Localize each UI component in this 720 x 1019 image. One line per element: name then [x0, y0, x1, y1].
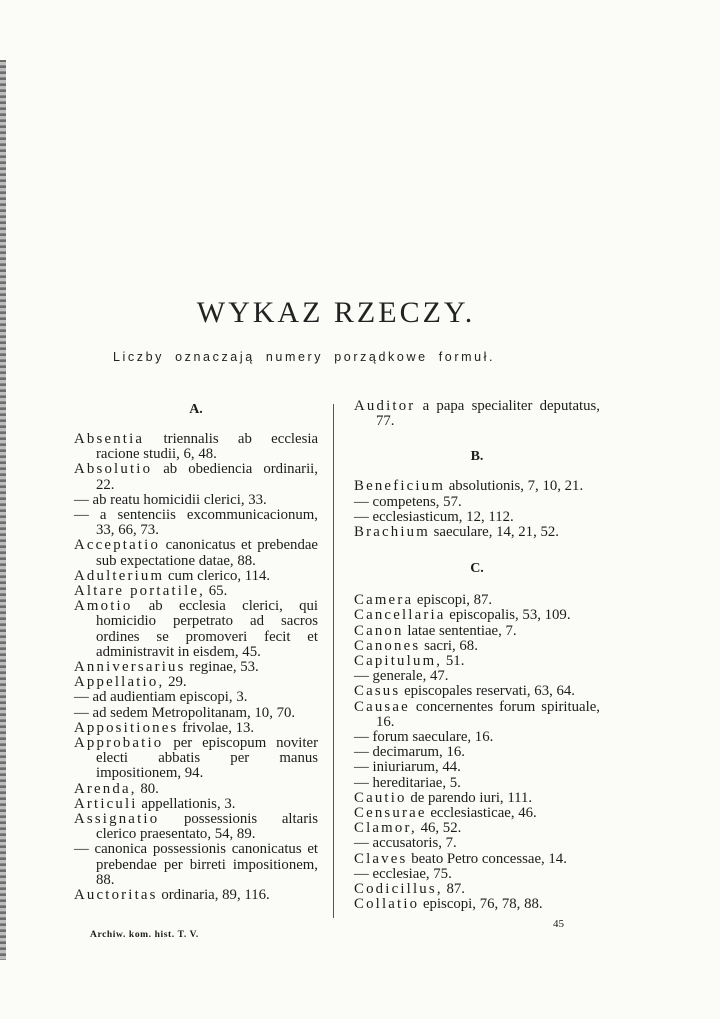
entry-text: generale, 47. [372, 668, 449, 685]
section-letter-b: B. [470, 449, 484, 465]
entry-text: iniuriarum, 44. [372, 759, 461, 776]
index-column-right [354, 399, 600, 912]
index-entry [74, 812, 318, 842]
index-entry [354, 806, 600, 821]
index-column-left [74, 400, 318, 903]
index-entry [74, 538, 318, 568]
entry-keyword: Claves [354, 850, 408, 867]
entry-text: 65. [208, 583, 228, 600]
entry-text: ecclesiasticum, 12, 112. [372, 508, 514, 525]
entry-text: triennalis ab ecclesia racione studii, 6, 48. [96, 431, 319, 463]
entry-text: canonica possessionis canonicatus et prebendae per birreti impositionem, 88. [94, 841, 318, 888]
entry-keyword: Canon [354, 622, 404, 639]
entry-keyword: — [74, 507, 89, 524]
entry-keyword: Auditor [354, 398, 416, 414]
entry-text: hereditariae, 5. [372, 774, 461, 791]
entry-keyword: Brachium [354, 524, 430, 541]
index-entry [354, 669, 600, 684]
entry-keyword: Beneficium [354, 478, 446, 495]
entry-keyword: Collatio [354, 896, 420, 913]
entry-keyword: Assignatio [74, 811, 160, 828]
index-entry [354, 745, 600, 760]
entry-text: 51. [445, 653, 465, 670]
entry-text: saeculare, 14, 21, 52. [433, 524, 559, 541]
entry-text: ab reatu homicidii clerici, 33. [92, 491, 267, 508]
index-entry [354, 624, 600, 639]
entry-keyword: Cancellaria [354, 607, 446, 624]
entry-keyword: Clamor, [354, 820, 417, 837]
index-entry [354, 776, 600, 791]
entries-a [74, 432, 318, 903]
index-entry [354, 836, 600, 851]
page-title: WYKAZ RZECZY. [196, 296, 476, 329]
index-entry [74, 569, 318, 584]
index-entry [354, 399, 600, 429]
entry-text: episcopalis, 53, 109. [449, 607, 571, 624]
entry-keyword: Anniversarius [74, 659, 186, 676]
entry-text: beato Petro concessae, 14. [411, 850, 567, 867]
index-entry [74, 797, 318, 812]
entry-keyword: — [354, 744, 369, 761]
entry-text: episcopales reservati, 63, 64. [404, 683, 575, 700]
entry-text: decimarum, 16. [372, 744, 465, 761]
index-entry [74, 599, 318, 660]
entry-keyword: Acceptatio [74, 537, 161, 554]
index-entry [354, 639, 600, 654]
index-entry [354, 791, 600, 806]
index-entry [354, 495, 600, 510]
entry-keyword: Camera [354, 592, 414, 609]
index-entry [74, 584, 318, 599]
page-number: 45 [553, 918, 564, 930]
section-letter-a: A. [189, 402, 203, 417]
entry-text: 46, 52. [420, 820, 462, 837]
entry-text: episcopi, 76, 78, 88. [422, 896, 543, 913]
index-entry [354, 821, 600, 836]
entry-text: accusatoris, 7. [372, 835, 457, 852]
section-letter-c: C. [470, 561, 484, 577]
entry-keyword: Auctoritas [74, 887, 158, 904]
entry-text: 29. [168, 674, 187, 691]
entry-text: ecclesiasticae, 46. [430, 805, 537, 822]
entry-text: ad sedem Metropolitanam, 10, 70. [92, 704, 296, 721]
entry-text: absolutionis, 7, 10, 21. [448, 478, 584, 495]
entry-text: 80. [140, 780, 159, 797]
index-entry [354, 700, 600, 730]
entry-text: episcopi, 87. [416, 592, 493, 609]
entry-text: frivolae, 13. [182, 719, 255, 736]
entry-keyword: — [354, 508, 369, 525]
entry-keyword: Causae [354, 698, 410, 715]
entry-keyword: — [354, 759, 369, 776]
index-entry [354, 654, 600, 669]
entry-keyword: Casus [354, 683, 401, 700]
index-entry [74, 462, 318, 492]
entry-text: ad audientiam episcopi, 3. [92, 689, 248, 706]
index-entry [354, 760, 600, 775]
entry-text: 87. [446, 881, 465, 898]
entry-keyword: — [354, 493, 369, 510]
entry-text: ab obediencia ordinarii, 22. [96, 461, 318, 493]
entry-keyword: Adulterium [74, 567, 165, 584]
entry-keyword: Absentia [74, 431, 145, 447]
entry-text: ecclesiae, 75. [372, 865, 452, 882]
entries-c [354, 593, 600, 912]
entry-keyword: Codicillus, [354, 881, 443, 898]
entries-b [354, 479, 600, 540]
entry-keyword: Arenda, [74, 780, 137, 797]
entry-keyword: — [354, 774, 369, 791]
entry-text: ab ecclesia clerici, qui homicidio perpetrato ad sacros ordines se promoveri fecit et administravit in eisdem, 45. [96, 598, 319, 660]
entry-keyword: — [74, 689, 89, 706]
entry-text: a papa specialiter deputatus, 77. [376, 398, 600, 430]
entry-text: cum clerico, 114. [167, 567, 271, 584]
entry-text: possessionis altaris clerico praesentato, 54, 89. [96, 811, 319, 843]
index-entry [354, 852, 600, 867]
index-entry [354, 525, 600, 540]
entry-text: latae sententiae, 7. [407, 622, 517, 639]
index-entry [354, 684, 600, 699]
entry-keyword: — [74, 704, 89, 721]
entries-a-continued [354, 399, 600, 429]
entry-keyword: Capitulum, [354, 653, 443, 670]
entry-text: forum saeculare, 16. [372, 729, 494, 746]
index-entry [354, 730, 600, 745]
index-entry [74, 508, 318, 538]
entry-keyword: Amotio [74, 598, 133, 615]
index-entry [74, 721, 318, 736]
entry-keyword: — [354, 865, 369, 882]
page-subtitle: Liczby oznaczają numery porządkowe formuł. [113, 350, 496, 364]
entry-keyword: Censurae [354, 805, 427, 822]
book-binding-edge [0, 60, 6, 960]
index-entry [74, 736, 318, 782]
index-entry [354, 882, 600, 897]
entry-keyword: Approbatio [74, 735, 164, 752]
column-divider [333, 404, 334, 918]
index-entry [74, 690, 318, 705]
entry-keyword: Canones [354, 637, 421, 654]
index-entry [74, 660, 318, 675]
entry-keyword: Appellatio, [74, 674, 165, 691]
entry-keyword: Appositiones [74, 719, 179, 736]
index-entry [74, 432, 318, 462]
index-entry [354, 608, 600, 623]
entry-text: a sentenciis excommunicacionum, 33, 66, 73. [96, 507, 318, 539]
index-entry [74, 706, 318, 721]
index-entry [74, 842, 318, 888]
index-entry [354, 593, 600, 608]
entry-text: canonicatus et prebendae sub expectatione datae, 88. [96, 537, 318, 569]
entry-keyword: — [354, 729, 369, 746]
index-entry [354, 867, 600, 882]
entry-keyword: — [354, 668, 369, 685]
entry-keyword: Articuli [74, 795, 138, 812]
entry-keyword: Cautio [354, 789, 407, 806]
entry-text: concernentes forum spirituale, 16. [376, 698, 600, 730]
entry-text: de parendo iuri, 111. [410, 789, 533, 806]
footer-signature: Archiw. kom. hist. T. V. [90, 930, 199, 940]
entry-keyword: — [74, 491, 89, 508]
index-entry [74, 782, 318, 797]
entry-text: reginae, 53. [189, 659, 259, 676]
entry-keyword: Altare portatile, [74, 583, 206, 600]
index-entry [354, 510, 600, 525]
entry-keyword: — [74, 841, 89, 858]
entry-text: appellationis, 3. [141, 795, 236, 812]
index-entry [354, 897, 600, 912]
entry-keyword: Absolutio [74, 461, 153, 478]
entry-text: competens, 57. [372, 493, 462, 510]
index-entry [74, 675, 318, 690]
entry-text: per episcopum noviter electi abbatis per manus impositionem, 94. [96, 735, 319, 782]
index-entry [74, 493, 318, 508]
entry-text: sacri, 68. [424, 637, 478, 654]
index-entry [74, 888, 318, 903]
entry-text: ordinaria, 89, 116. [161, 887, 270, 904]
entry-keyword: — [354, 835, 369, 852]
index-entry [354, 479, 600, 494]
